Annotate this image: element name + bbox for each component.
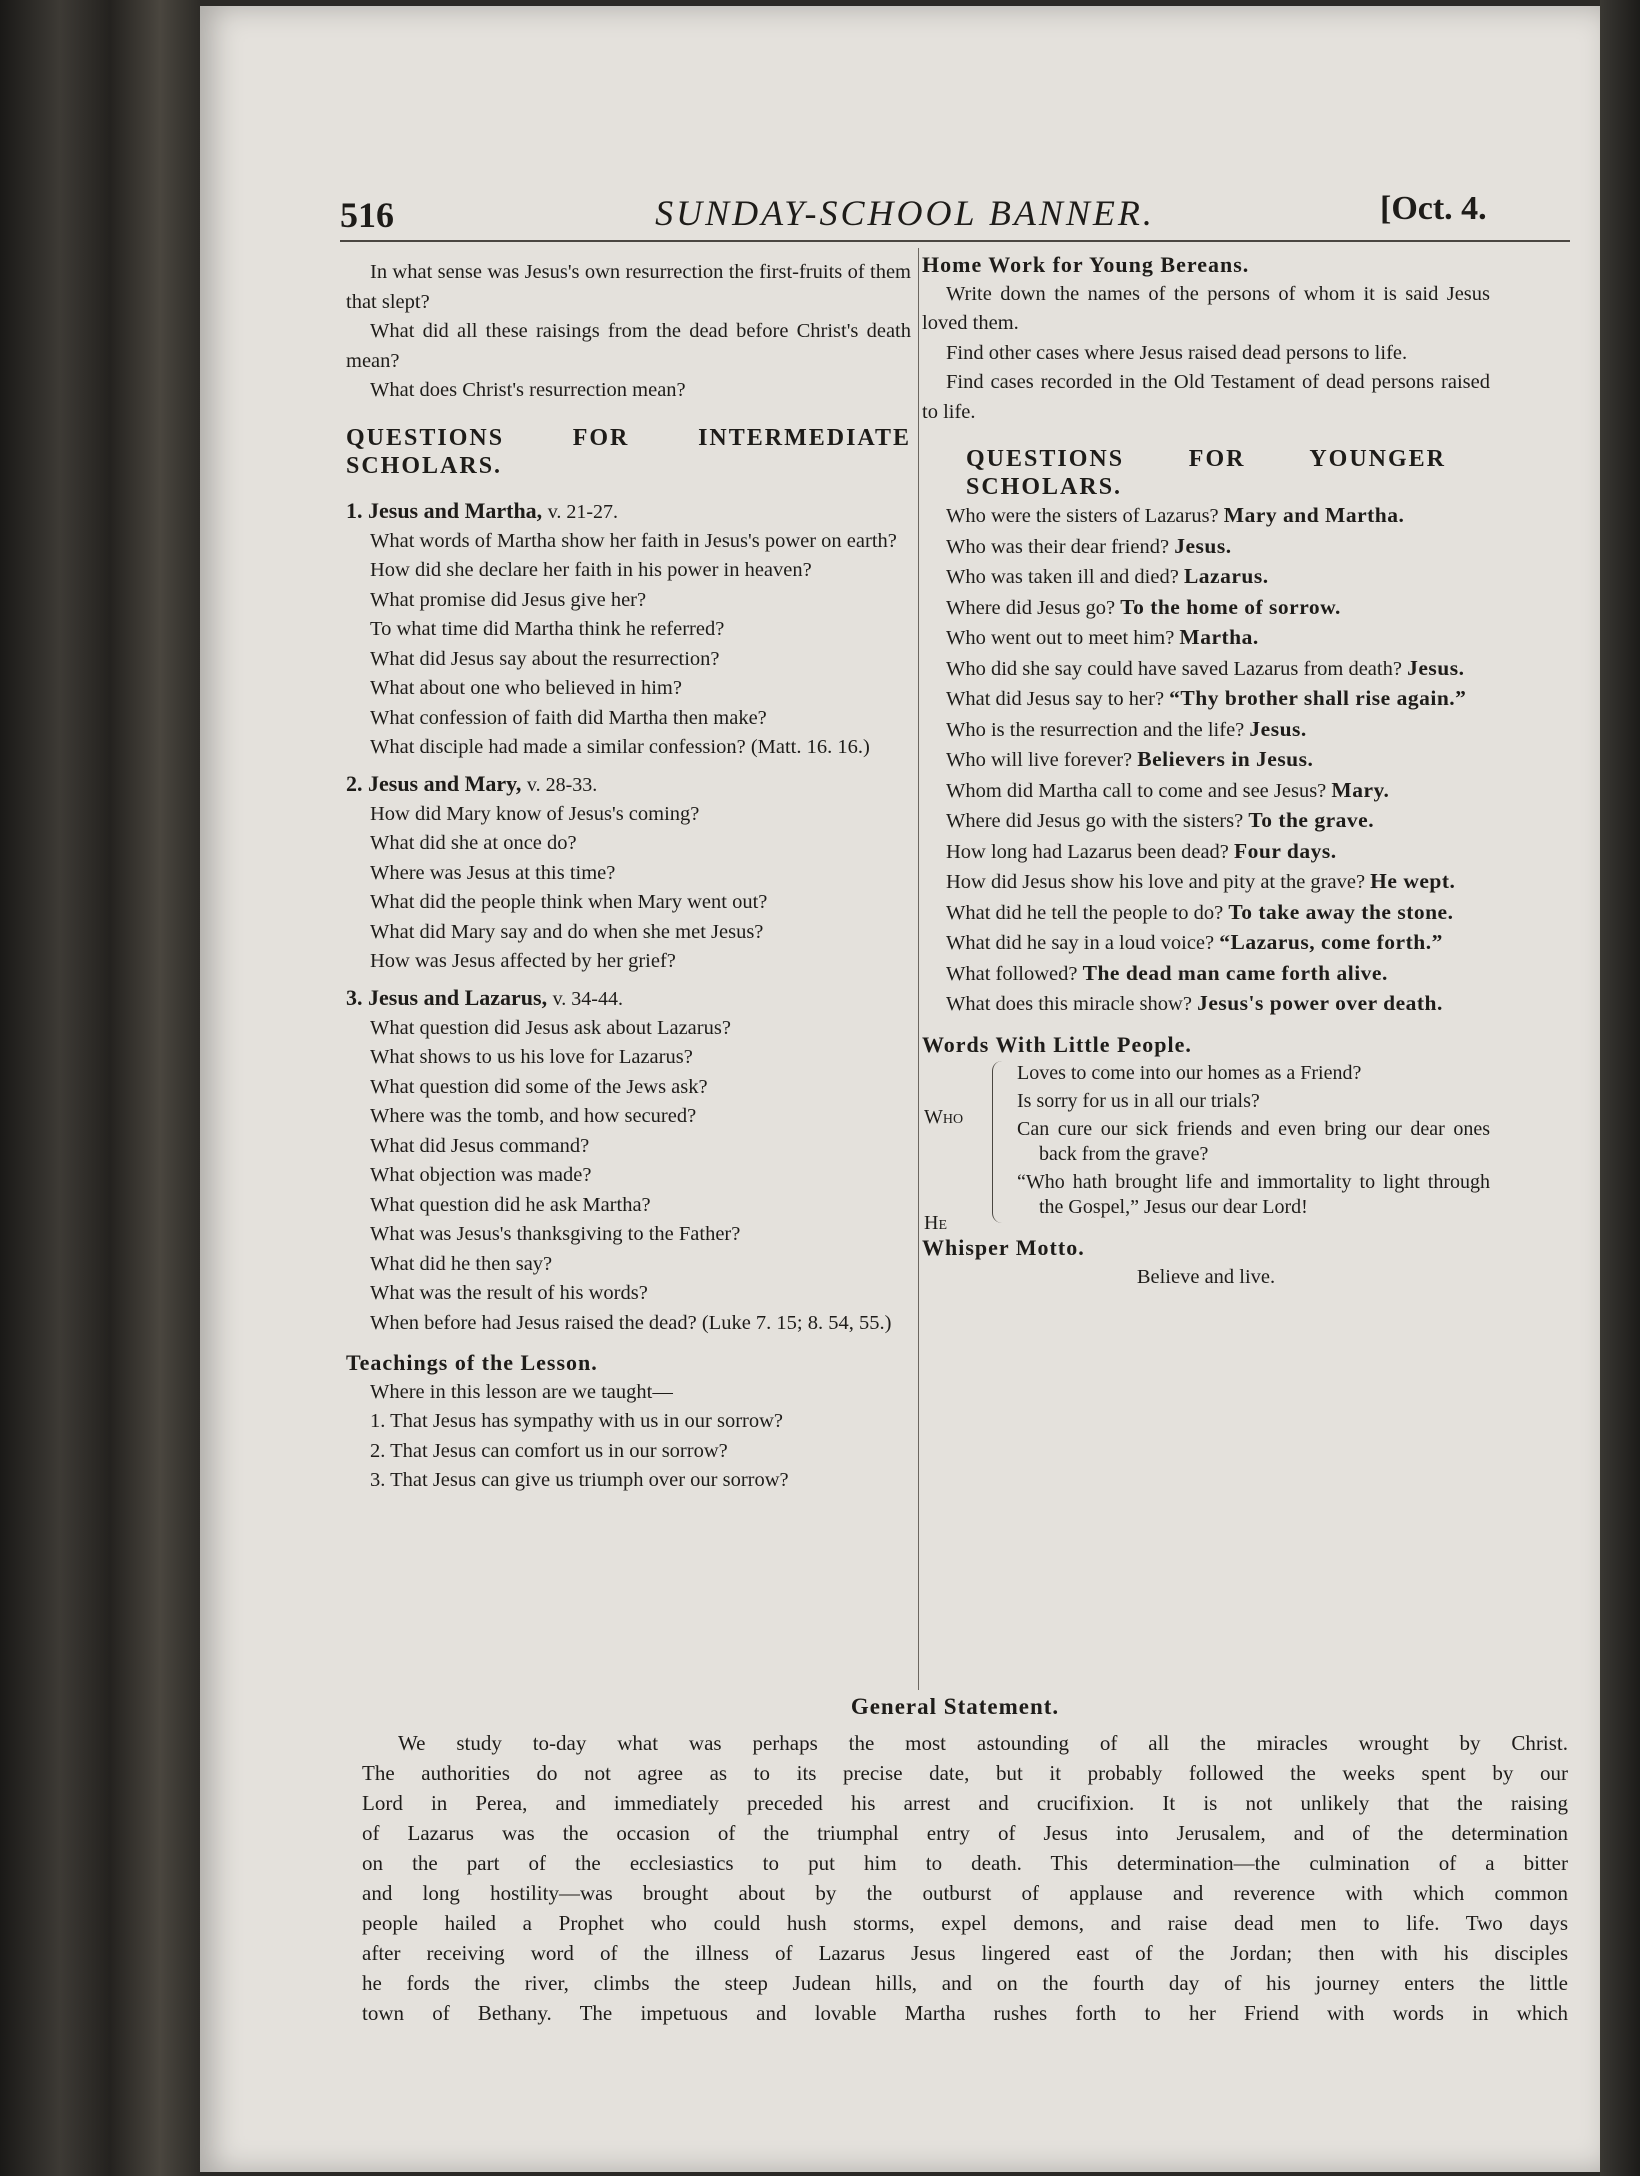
qa-answer: Mary and Martha. <box>1223 503 1405 527</box>
question: What question did some of the Jews ask? <box>370 1075 708 1098</box>
qa-item <box>922 776 1490 807</box>
question: What confession of faith did Martha then make? <box>370 706 767 729</box>
home-work-item: Find cases recorded in the Old Testament of dead persons raised to life. <box>922 371 1490 423</box>
question: What words of Martha show her faith in Jesus's power on earth? <box>370 529 897 552</box>
qa-question: What does this miracle show? <box>946 993 1192 1015</box>
qa-question: What did he say in a loud voice? <box>946 932 1215 954</box>
qa-question: What did Jesus say to her? <box>946 688 1165 710</box>
book-page <box>200 6 1600 2172</box>
section-title <box>346 496 911 527</box>
motto-text: Believe and live. <box>1136 1265 1276 1288</box>
qa-answer: He wept. <box>1370 869 1456 893</box>
qa-item <box>922 593 1490 624</box>
words-title: Words With Little People. <box>922 1031 1192 1057</box>
words-label-he: He <box>924 1212 947 1234</box>
question: What did Jesus say about the resurrection? <box>370 647 720 670</box>
words-line: “Who hath brought life and immortality to light through the Gospel,” Jesus our dear Lord! <box>1017 1171 1490 1218</box>
general-statement-body <box>362 1728 1568 2028</box>
qa-item <box>922 532 1490 563</box>
qa-question: How long had Lazarus been dead? <box>946 840 1229 863</box>
section-title <box>346 769 911 800</box>
intro-question: In what sense was Jesus's own resurrection the first-fruits of them that slept? <box>346 261 911 313</box>
qa-question: Who was taken ill and died? <box>946 566 1179 588</box>
qa-answer: “Lazarus, come forth.” <box>1219 930 1443 954</box>
motto-title: Whisper Motto. <box>922 1235 1085 1260</box>
qa-answer: To take away the stone. <box>1228 899 1454 924</box>
qa-question: Who was their dear friend? <box>946 535 1170 558</box>
section-ref: v. 28-33. <box>526 773 598 796</box>
qa-list <box>922 501 1490 1020</box>
section-title-text: 3. Jesus and Lazarus, <box>346 984 548 1010</box>
words-line: Can cure our sick friends and even bring our dear ones back from the grave? <box>1017 1118 1490 1165</box>
section-title <box>346 983 911 1014</box>
question: What did she at once do? <box>370 832 577 854</box>
question: What objection was made? <box>370 1164 592 1186</box>
qa-answer: Jesus. <box>1174 533 1232 558</box>
intermediate-heading-line1: QUESTIONS FOR INTERMEDIATE <box>346 424 911 451</box>
words-lines <box>1017 1061 1490 1223</box>
qa-question: Where did Jesus go? <box>946 596 1116 619</box>
teaching-item: 1. That Jesus has sympathy with us in our sorrow? <box>370 1410 784 1432</box>
statement-line: of Lazarus was the occasion of the triumphal entry of Jesus into Jerusalem, and of the determination <box>362 1821 1568 1845</box>
question: When before had Jesus raised the dead? (Luke 7. 15; 8. 54, 55.) <box>370 1311 892 1334</box>
qa-question: Who will live forever? <box>946 749 1133 771</box>
qa-question: What did he tell the people to do? <box>946 901 1224 924</box>
qa-question: Who were the sisters of Lazarus? <box>946 505 1219 527</box>
words-line: Loves to come into our homes as a Friend? <box>1017 1062 1362 1084</box>
qa-question: Who is the resurrection and the life? <box>946 718 1245 741</box>
qa-item <box>922 745 1490 776</box>
intro-question: What did all these raisings from the dead before Christ's death mean? <box>346 320 911 372</box>
qa-answer: Four days. <box>1234 838 1337 863</box>
qa-item <box>922 715 1490 746</box>
book-binding-left <box>0 0 200 2176</box>
qa-answer: Jesus. <box>1249 716 1307 741</box>
column-divider <box>918 248 919 1690</box>
qa-answer: Mary. <box>1331 777 1390 802</box>
question: What question did Jesus ask about Lazarus? <box>370 1016 731 1039</box>
question: What question did he ask Martha? <box>370 1193 651 1216</box>
page-number: 516 <box>340 195 394 235</box>
qa-answer: Martha. <box>1179 625 1259 649</box>
qa-question: Where did Jesus go with the sisters? <box>946 810 1244 832</box>
teaching-item: 3. That Jesus can give us triumph over our sorrow? <box>370 1469 789 1491</box>
question: Where was Jesus at this time? <box>370 861 616 884</box>
qa-answer: “Thy brother shall rise again.” <box>1169 686 1467 710</box>
intro-question: What does Christ's resurrection mean? <box>370 379 686 401</box>
question: What shows to us his love for Lazarus? <box>370 1046 693 1068</box>
qa-answer: Jesus. <box>1407 655 1465 680</box>
question: What promise did Jesus give her? <box>370 588 647 611</box>
section-ref: v. 34-44. <box>552 987 623 1010</box>
question: To what time did Martha think he referred? <box>370 618 725 640</box>
question: What about one who believed in him? <box>370 677 682 699</box>
qa-item <box>922 654 1490 685</box>
qa-item <box>922 837 1490 868</box>
teachings-title: Teachings of the Lesson. <box>346 1350 598 1375</box>
question: How did she declare her faith in his power in heaven? <box>370 559 812 581</box>
younger-heading <box>922 445 1490 501</box>
general-statement-title: General Statement. <box>850 1694 1060 1719</box>
qa-question: How did Jesus show his love and pity at the grave? <box>946 871 1366 893</box>
question: What disciple had made a similar confession? (Matt. 16. 16.) <box>370 736 870 758</box>
words-line: Is sorry for us in all our trials? <box>1017 1090 1260 1112</box>
qa-answer: To the grave. <box>1248 808 1375 832</box>
statement-line: town of Bethany. The impetuous and lovable Martha rushes forth to her Friend with words in which <box>362 2001 1568 2025</box>
statement-line: on the part of the ecclesiastics to put him to death. This determination—the culmination of a bitter <box>362 1851 1568 1875</box>
statement-line: The authorities do not agree as to its precise date, but it probably followed the weeks spent by our <box>362 1761 1568 1785</box>
left-column <box>346 258 911 1496</box>
home-work-item: Find other cases where Jesus raised dead persons to life. <box>946 341 1408 364</box>
statement-line: We study to-day what was perhaps the most astounding of all the miracles wrought by Christ. <box>398 1731 1568 1755</box>
younger-heading-line1: QUESTIONS FOR YOUNGER <box>966 446 1446 472</box>
qa-item <box>922 501 1490 532</box>
statement-line: and long hostility—was brought about by the outburst of applause and reverence with which common <box>362 1881 1568 1905</box>
right-column <box>922 250 1490 1292</box>
qa-item <box>922 684 1490 715</box>
qa-item <box>922 898 1490 929</box>
qa-answer: Believers in Jesus. <box>1137 747 1314 771</box>
qa-answer: Lazarus. <box>1183 564 1269 588</box>
intermediate-heading-line2: SCHOLARS. <box>346 452 503 479</box>
qa-item <box>922 562 1490 593</box>
section-title-text: 2. Jesus and Mary, <box>346 770 522 796</box>
qa-item <box>922 623 1490 654</box>
teachings-intro: Where in this lesson are we taught— <box>370 1380 673 1403</box>
book-binding-right <box>1600 0 1640 2176</box>
qa-question: What followed? <box>946 962 1078 985</box>
home-work-title: Home Work for Young Bereans. <box>922 252 1250 277</box>
statement-line: people hailed a Prophet who could hush storms, expel demons, and raise dead men to life. Two days <box>362 1911 1568 1935</box>
section-title-text: 1. Jesus and Martha, <box>346 497 543 523</box>
issue-date: [Oct. 4. <box>1380 190 1487 227</box>
younger-heading-line2: SCHOLARS. <box>966 474 1123 500</box>
question: What did the people think when Mary went out? <box>370 891 768 913</box>
qa-item <box>922 867 1490 898</box>
question: Where was the tomb, and how secured? <box>370 1105 697 1127</box>
qa-question: Who did she say could have saved Lazarus from death? <box>946 657 1402 680</box>
words-table <box>922 1061 1490 1234</box>
qa-answer: The dead man came forth alive. <box>1082 960 1388 985</box>
qa-item <box>922 989 1490 1020</box>
intermediate-heading <box>346 424 911 480</box>
brace <box>992 1061 1011 1223</box>
home-work-item: Write down the names of the persons of whom it is said Jesus loved them. <box>922 282 1490 334</box>
running-title: SUNDAY-SCHOOL BANNER. <box>655 193 1155 233</box>
question: What was the result of his words? <box>370 1282 648 1304</box>
qa-question: Whom did Martha call to come and see Jesus? <box>946 779 1327 802</box>
header-rule <box>340 240 1570 242</box>
question: What did he then say? <box>370 1252 553 1275</box>
teaching-item: 2. That Jesus can comfort us in our sorrow? <box>370 1439 728 1462</box>
question: How was Jesus affected by her grief? <box>370 950 676 972</box>
qa-answer: To the home of sorrow. <box>1120 594 1341 619</box>
question: What was Jesus's thanksgiving to the Father? <box>370 1223 741 1245</box>
question: What did Jesus command? <box>370 1134 590 1157</box>
qa-question: Who went out to meet him? <box>946 627 1175 649</box>
words-label-who: Who <box>924 1106 964 1128</box>
qa-answer: Jesus's power over death. <box>1197 991 1443 1015</box>
section-ref: v. 21-27. <box>547 500 619 523</box>
qa-item <box>922 806 1490 837</box>
question: What did Mary say and do when she met Jesus? <box>370 920 764 943</box>
statement-line: he fords the river, climbs the steep Judean hills, and on the fourth day of his journey enters the little <box>362 1971 1568 1995</box>
statement-line: Lord in Perea, and immediately preceded his arrest and crucifixion. It is not unlikely that the raising <box>362 1791 1568 1815</box>
qa-item <box>922 959 1490 990</box>
words-labels <box>922 1061 992 1234</box>
question: How did Mary know of Jesus's coming? <box>370 802 700 825</box>
qa-item <box>922 928 1490 959</box>
statement-line: after receiving word of the illness of Lazarus Jesus lingered east of the Jordan; then with his disciples <box>362 1941 1568 1965</box>
